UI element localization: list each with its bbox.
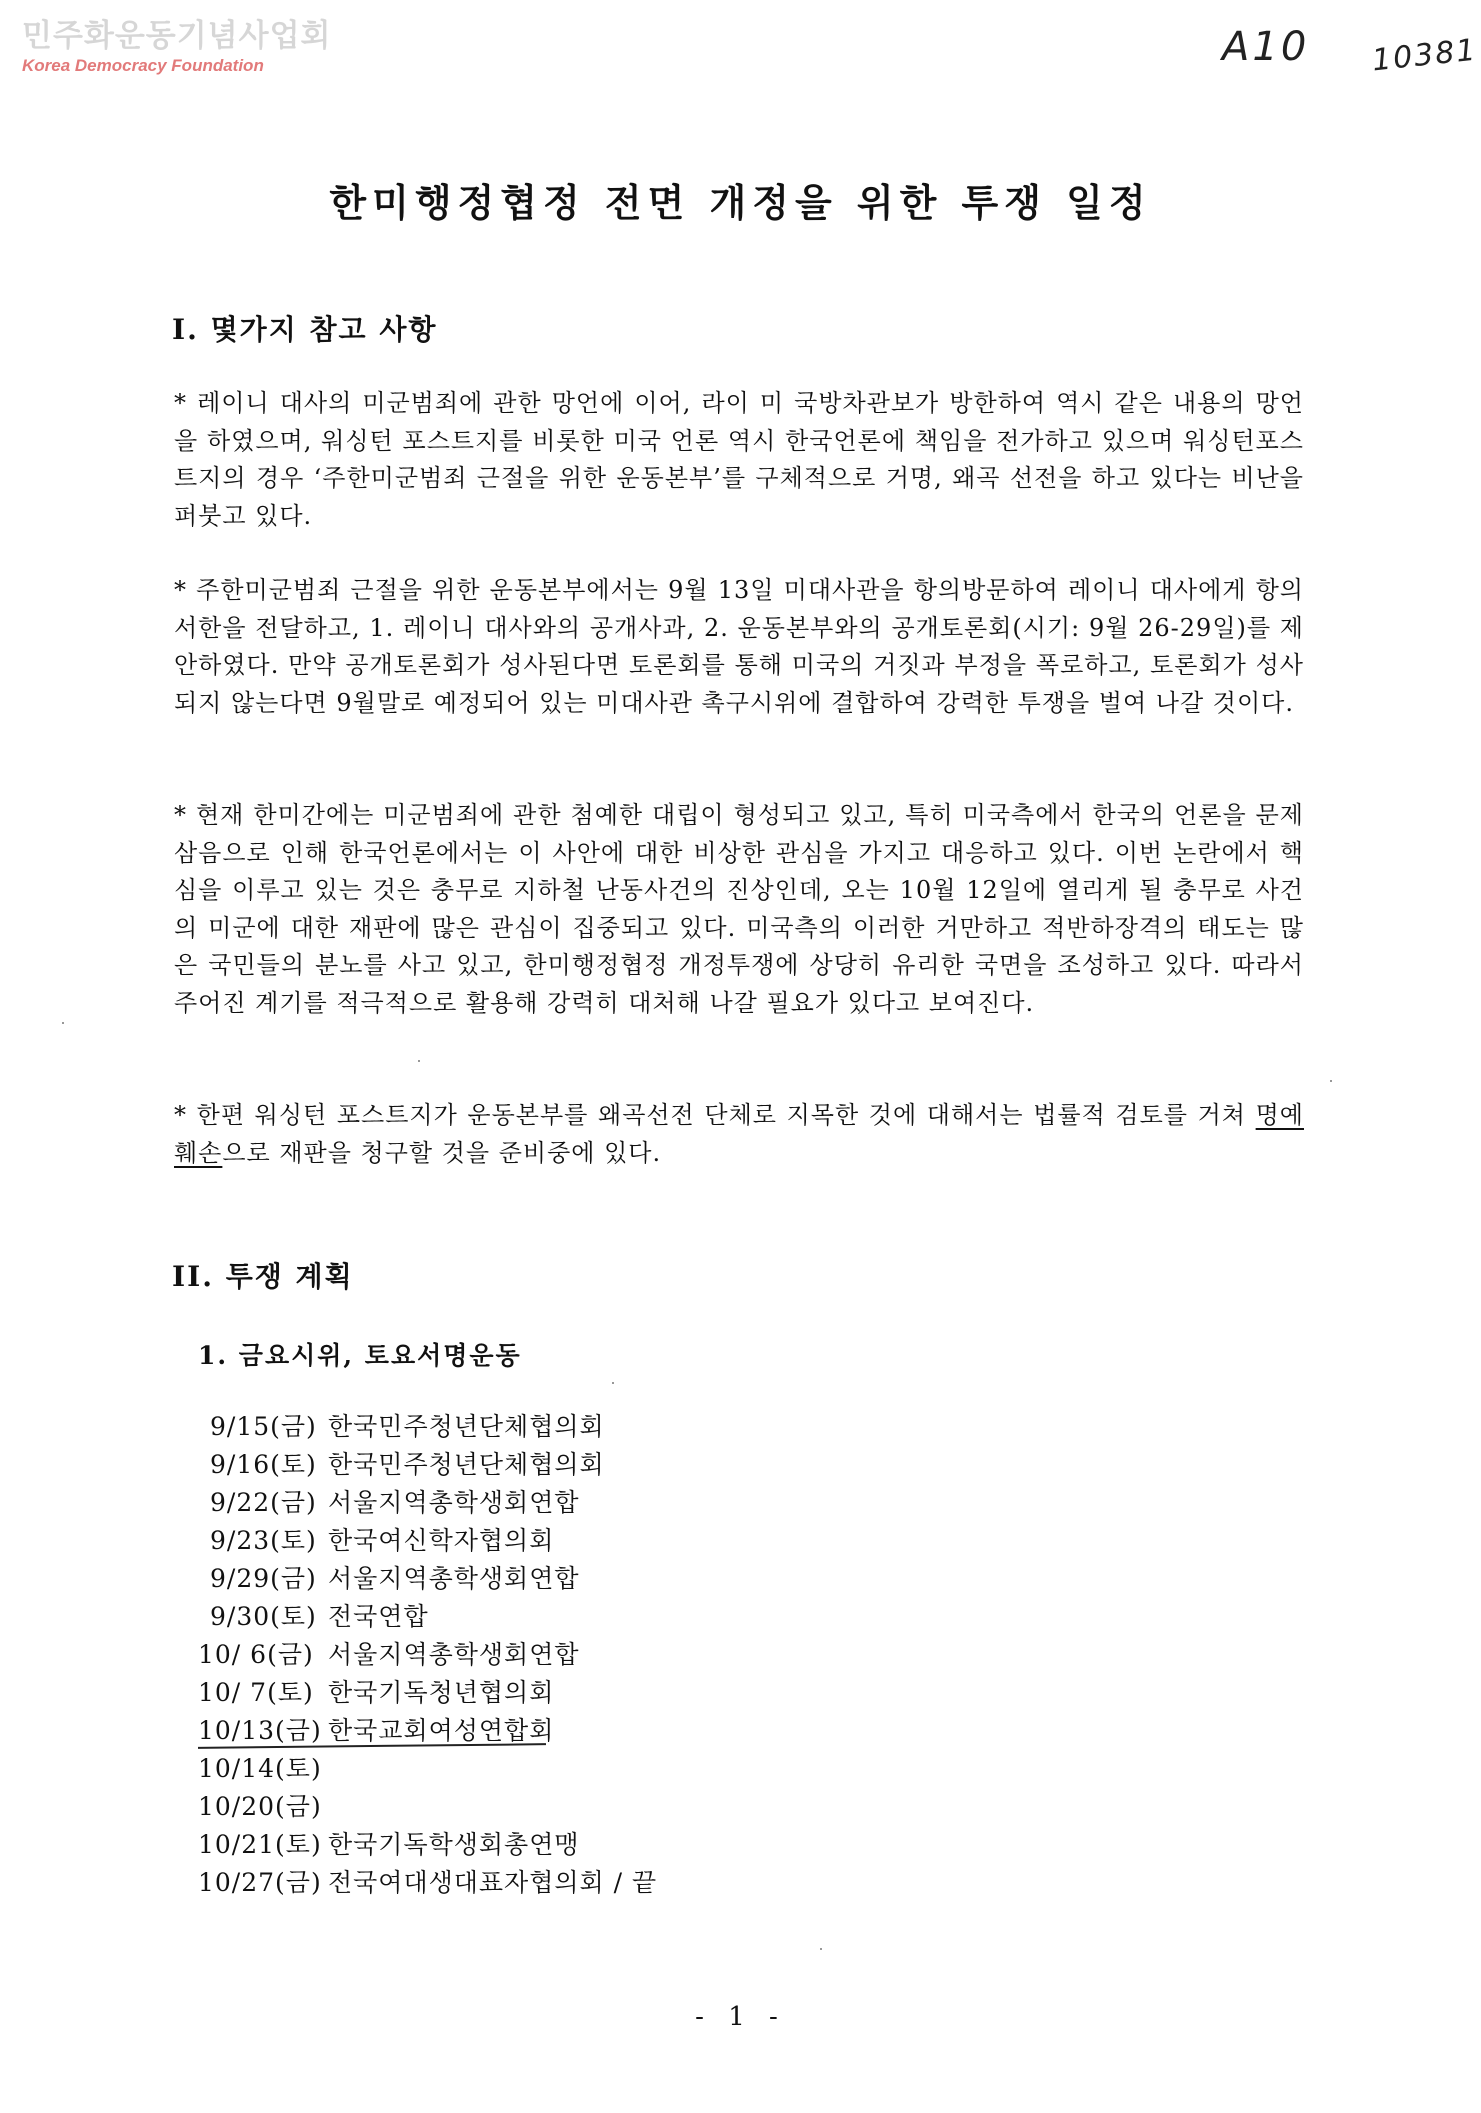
schedule-date: 10/20(금)	[198, 1792, 322, 1821]
schedule-date: 9/29(금)	[210, 1564, 317, 1593]
schedule-date: 9/30(토)	[210, 1602, 317, 1631]
schedule-org: 한국기독청년협의회	[328, 1678, 555, 1707]
schedule-date: 10/21(토)	[198, 1830, 322, 1859]
scan-speck	[418, 1060, 420, 1062]
schedule-row	[198, 1788, 657, 1826]
subheading-protests: 1. 금요시위, 토요서명운동	[198, 1341, 522, 1370]
schedule-row	[210, 1408, 657, 1446]
underlined-phrase: 명예훼손	[174, 1101, 1304, 1167]
logo-korean-text: 민주화운동기념사업회	[22, 18, 332, 54]
schedule-list	[198, 1408, 658, 1902]
schedule-org: 서울지역총학생회연합	[328, 1564, 580, 1593]
schedule-row	[210, 1446, 657, 1484]
paragraph	[174, 1097, 1304, 1172]
schedule-org: 서울지역총학생회연합	[328, 1488, 580, 1517]
document-title: 한미행정협정 전면 개정을 위한 투쟁 일정	[329, 180, 1152, 225]
schedule-row	[198, 1674, 657, 1712]
paragraph: * 현재 한미간에는 미군범죄에 관한 첨예한 대립이 형성되고 있고, 특히 미국측에서 한국의 언론을 문제삼음으로 인해 한국언론에서는 이 사안에 대한 비상한 관심을 가지고 대응하고 있다. 이번 논란에서 핵심을 이루고 있는 것은 충무로 지하철 난동사건의 진상인데, 오는 10월 12일에 열리게 될 충무로 사건의 미군에 대한 재판에 많은 관심이 집중되고 있다. 미국측의 이러한 거만하고 적반하장격의 태도는 많은 국민들의 분노를 사고 있고, 한미행정협정 개정투쟁에 상당히 유리한 국면을 조성하고 있다. 따라서 주어진 계기를 적극적으로 활용해 강력히 대처해 나갈 필요가 있다고 보여진다.	[174, 801, 1304, 1017]
paragraph: * 주한미군범죄 근절을 위한 운동본부에서는 9월 13일 미대사관을 항의방문하여 레이니 대사에게 항의서한을 전달하고, 1. 레이니 대사와의 공개사과, 2. 운동본부와의 공개토론회(시기: 9월 26-29일)를 제안하였다. 만약 공개토론회가 성사된다면 토론회를 통해 미국의 거짓과 부정을 폭로하고, 토론회가 성사되지 않는다면 9월말로 예정되어 있는 미대사관 촉구시위에 결합하여 강력한 투쟁을 벌여 나갈 것이다.	[174, 576, 1304, 717]
paragraph-text: 으로 재판을 청구할 것을 준비중에 있다.	[222, 1138, 662, 1167]
page-number: - 1 -	[695, 2002, 786, 2032]
schedule-org: 전국연합	[328, 1602, 429, 1631]
schedule-org: 한국민주청년단체협의회	[328, 1412, 605, 1441]
paragraph-text: * 한편 워싱턴 포스트지가 운동본부를 왜곡선전 단체로 지목한 것에 대해서는 법률적 검토를 거쳐	[174, 1101, 1256, 1129]
schedule-org: 한국기독학생회총연맹	[328, 1830, 580, 1859]
schedule-row	[198, 1864, 657, 1902]
schedule-date: 10/27(금)	[198, 1868, 322, 1897]
schedule-date: 10/13(금)	[198, 1716, 322, 1745]
schedule-date: 10/14(토)	[198, 1754, 322, 1783]
handwritten-code: A10	[1222, 24, 1310, 70]
schedule-row	[198, 1636, 657, 1674]
schedule-date: 9/22(금)	[210, 1488, 317, 1517]
schedule-date: 10/ 6(금)	[198, 1640, 314, 1669]
schedule-org: 한국교회여성연합회	[328, 1716, 555, 1745]
schedule-row	[210, 1560, 657, 1598]
schedule-date: 9/15(금)	[210, 1412, 317, 1441]
schedule-row	[210, 1484, 657, 1522]
foundation-logo	[22, 18, 331, 76]
schedule-org: 서울지역총학생회연합	[328, 1640, 580, 1669]
schedule-org: 한국여신학자협의회	[328, 1526, 555, 1555]
scan-speck	[820, 1948, 822, 1950]
scan-speck	[62, 1022, 64, 1024]
section-heading-plan: II. 투쟁 계획	[172, 1260, 354, 1293]
scan-speck	[1330, 1080, 1332, 1082]
handwritten-number: 10381	[1370, 32, 1479, 79]
schedule-row	[210, 1522, 657, 1560]
schedule-row	[198, 1750, 657, 1788]
schedule-org: 한국민주청년단체협의회	[328, 1450, 605, 1479]
schedule-row-underlined	[198, 1712, 657, 1750]
section-heading-references: I. 몇가지 참고 사항	[172, 313, 438, 346]
schedule-row	[210, 1598, 657, 1636]
schedule-org: 전국여대생대표자협의회 / 끝	[328, 1868, 658, 1897]
logo-english-text: Korea Democracy Foundation	[22, 56, 264, 75]
schedule-date: 9/16(토)	[210, 1450, 317, 1479]
scan-speck	[612, 1382, 614, 1384]
paragraph: * 레이니 대사의 미군범죄에 관한 망언에 이어, 라이 미 국방차관보가 방한하여 역시 같은 내용의 망언을 하였으며, 워싱턴 포스트지를 비롯한 미국 언론 역시 한국언론에 책임을 전가하고 있으며 워싱턴포스트지의 경우 ‘주한미군범죄 근절을 위한 운동본부’를 구체적으로 거명, 왜곡 선전을 하고 있다는 비난을 퍼붓고 있다.	[174, 389, 1304, 530]
schedule-date: 9/23(토)	[210, 1526, 317, 1555]
schedule-date: 10/ 7(토)	[198, 1678, 314, 1707]
schedule-row	[198, 1826, 657, 1864]
